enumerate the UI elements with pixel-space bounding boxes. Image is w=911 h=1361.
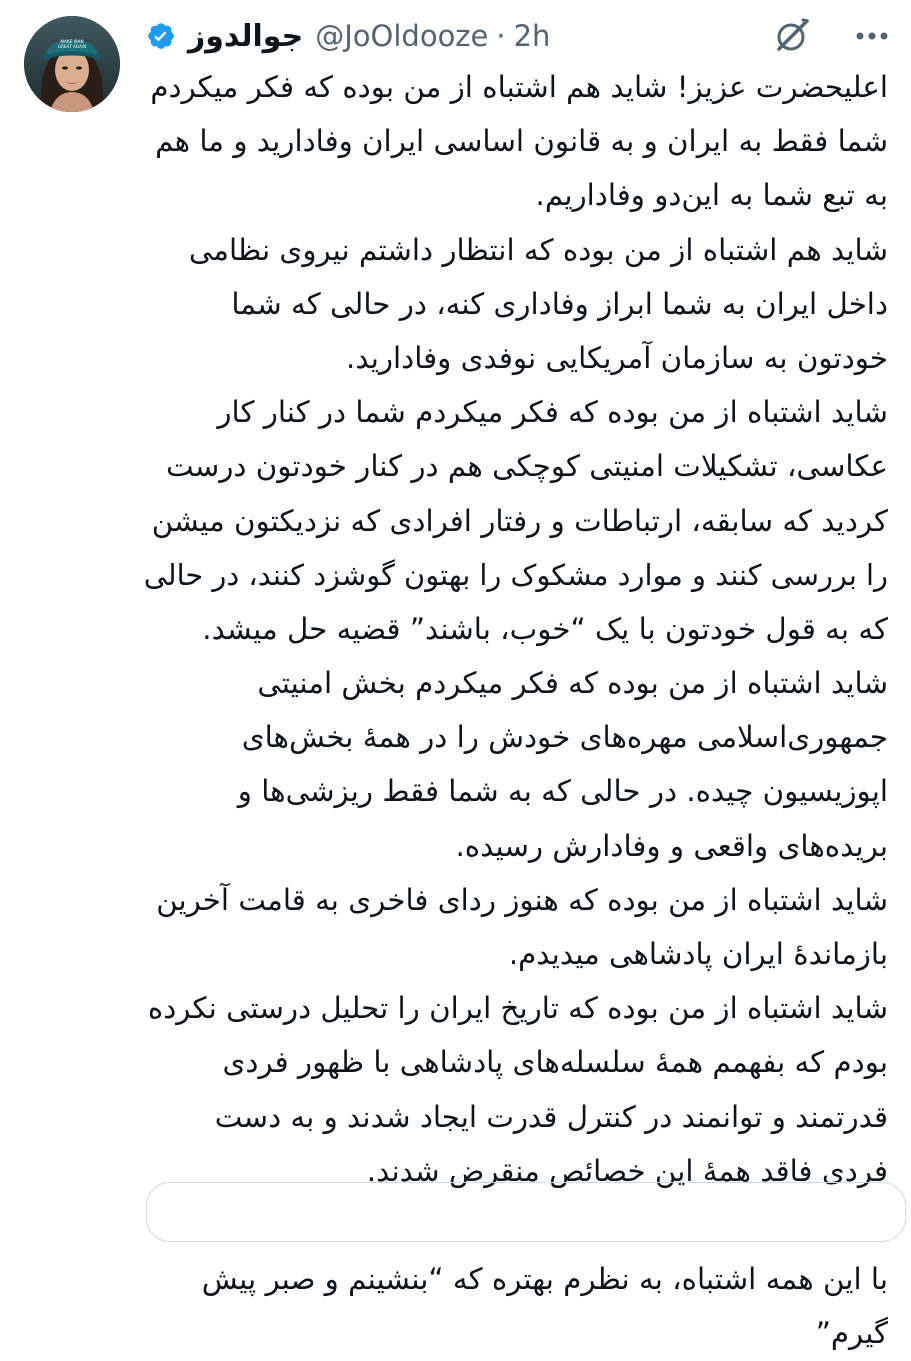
- tweet-line: شاید اشتباه از من بوده که تاریخ ایران را تحلیل درستی نکرده: [147, 991, 888, 1026]
- tweet-line: شاید اشتباه از من بوده که فکر میکردم بخش امنیتی: [257, 666, 888, 701]
- tweet-line: خودتون به سازمان آمریکایی نوفدی وفادارید.: [346, 340, 888, 375]
- tweet-header: [146, 14, 550, 58]
- grok-icon[interactable]: [772, 16, 812, 56]
- tweet-line: بودم که بفهمم همهٔ سلسله‌های پادشاهی با ظهور فردی: [222, 1045, 888, 1080]
- svg-text:GREAT AGAIN: GREAT AGAIN: [57, 44, 87, 49]
- tweet-line: بریده‌های واقعی و وفادارش رسیده.: [455, 828, 888, 863]
- tweet-line: شاید هم اشتباه از من بوده که انتظار داشتم نیروی نظامی: [188, 232, 888, 267]
- tweet-timestamp[interactable]: 2h: [513, 19, 551, 53]
- meta-separator: ·: [496, 19, 506, 53]
- tweet-line: به تبع شما به این‌دو وفاداریم.: [535, 178, 888, 213]
- svg-text:MAKE IRAN: MAKE IRAN: [60, 39, 84, 44]
- tweet-line: که به قول خودتون با یک “خوب، باشند” قضیه حل میشد.: [202, 611, 888, 646]
- tweet-line: شاید اشتباه از من بوده که فکر میکردم شما در کنار کار: [217, 395, 888, 430]
- tweet-line: اعلیحضرت عزیز! شاید هم اشتباه از من بوده که فکر میکردم: [150, 70, 888, 104]
- display-name[interactable]: جوالدوز: [188, 18, 304, 54]
- tweet-line: داخل ایران به شما ابراز وفاداری کنه، در حالی که شما: [231, 286, 888, 321]
- tweet-line: شاید اشتباه از من بوده که هنوز ردای فاخری به قامت آخرین: [156, 882, 888, 917]
- tweet-line: اپوزیسیون چیده. در حالی که به شما فقط ریزشی‌ها و: [237, 774, 888, 809]
- tweet-line: شما فقط به ایران و به قانون اساسی ایران وفادارید و ما هم: [155, 124, 888, 159]
- tweet-line: گیرم”: [815, 1316, 888, 1351]
- tweet-text: [140, 60, 888, 1361]
- user-handle[interactable]: @JoOldooze: [315, 19, 489, 53]
- more-options-icon[interactable]: [852, 22, 892, 50]
- tweet-line: جمهوری‌اسلامی مهره‌های خودش را در همهٔ بخش‌های: [241, 720, 888, 755]
- tweet-line: قدرتمند و توانمند در کنترل قدرت ایجاد شدند و به دست: [214, 1099, 888, 1134]
- verified-badge-icon: [146, 21, 176, 51]
- avatar-image: [24, 16, 120, 112]
- tweet-line: با این همه اشتباه، به نظرم بهتره که “بنشینم و صبر پیش: [201, 1262, 888, 1297]
- tweet-line: عکاسی، تشکیلات امنیتی کوچکی هم در کنار خودتون درست: [165, 449, 888, 484]
- tweet-line: فردی فاقد همهٔ این خصائص منقرض شدند.: [366, 1153, 888, 1188]
- avatar[interactable]: [24, 16, 120, 112]
- tweet-line: کردید که سابقه، ارتباطات و رفتار افرادی که نزدیکتون میشن: [151, 503, 888, 538]
- tweet-line: بازماندهٔ ایران پادشاهی میدیدم.: [508, 937, 888, 971]
- quoted-card[interactable]: [146, 1182, 906, 1242]
- tweet-line: را بررسی کنند و موارد مشکوک را بهتون گوشزد کنند، در حالی: [143, 557, 888, 592]
